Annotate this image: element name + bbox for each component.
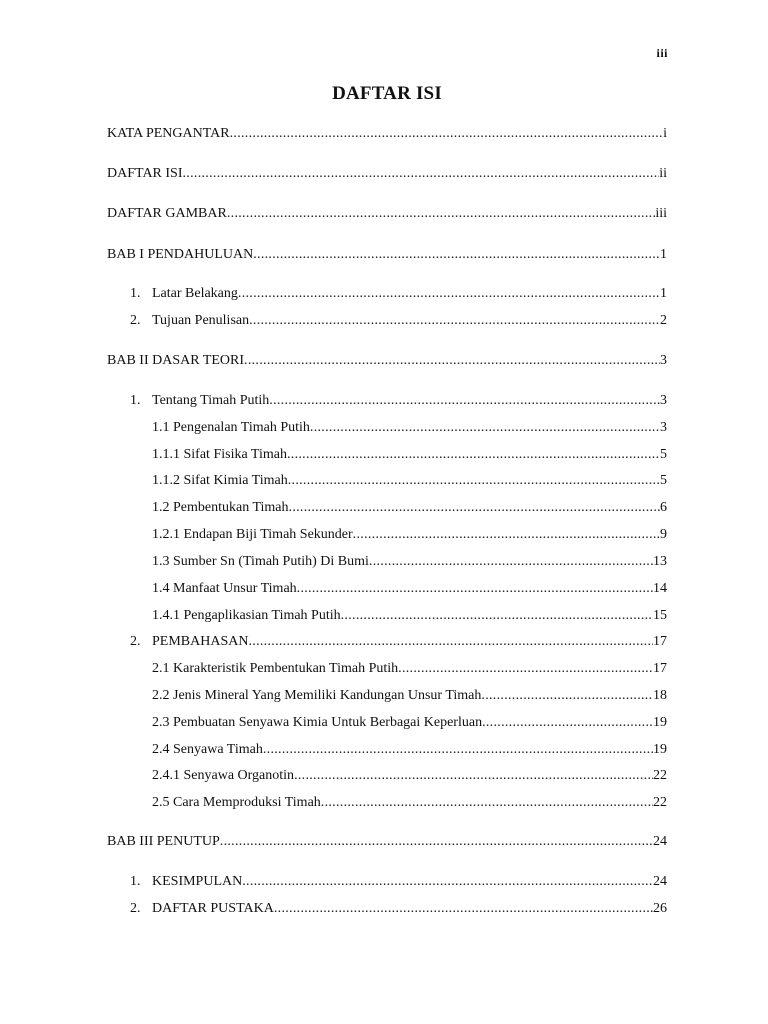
toc-entry-label: KATA PENGANTAR <box>107 126 230 141</box>
toc-dot-leader <box>294 766 653 786</box>
toc-entry-label: 1.1 Pengenalan Timah Putih <box>152 420 310 435</box>
toc-entry-1-1[interactable] <box>152 418 667 438</box>
toc-entry-kesimpulan[interactable] <box>130 872 667 892</box>
toc-entry-2-5[interactable] <box>152 793 667 813</box>
toc-entry-1-1-2[interactable] <box>152 471 667 491</box>
toc-entry-page: 3 <box>660 353 667 368</box>
toc-dot-leader <box>398 659 653 679</box>
toc-dot-leader <box>369 552 653 572</box>
toc-entry-bab-2[interactable] <box>107 351 667 371</box>
toc-entry-page: 15 <box>653 608 667 623</box>
toc-entry-label: 2.3 Pembuatan Senyawa Kimia Untuk Berbagai Keperluan <box>152 715 483 730</box>
toc-entry-label: 2.2 Jenis Mineral Yang Memiliki Kandungan Unsur Timah <box>152 688 482 703</box>
toc-entry-page: 17 <box>653 634 667 649</box>
toc-dot-leader <box>253 245 660 265</box>
toc-entry-1-2[interactable] <box>152 498 667 518</box>
toc-entry-page: 1 <box>660 247 667 262</box>
toc-entry-number: 2. <box>130 634 141 649</box>
toc-entry-page: 5 <box>660 447 667 462</box>
toc-entry-page: i <box>663 126 667 141</box>
toc-entry-page: 22 <box>653 768 667 783</box>
toc-entry-page: 24 <box>653 874 667 889</box>
toc-entry-page: 22 <box>653 795 667 810</box>
toc-dot-leader <box>183 164 660 184</box>
toc-entry-page: 24 <box>653 834 667 849</box>
toc-entry-number: 2. <box>130 313 141 328</box>
toc-dot-leader <box>230 124 664 144</box>
toc-entry-page: 5 <box>660 473 667 488</box>
toc-entry-1-1-1[interactable] <box>152 445 667 465</box>
toc-entry-daftar-gambar[interactable] <box>107 204 667 224</box>
toc-entry-label: DAFTAR PUSTAKA <box>152 901 274 916</box>
toc-entry-page: ii <box>659 166 667 181</box>
toc-entry-label: Latar Belakang <box>152 286 238 301</box>
toc-dot-leader <box>297 579 653 599</box>
toc-dot-leader <box>248 632 653 652</box>
toc-dot-leader <box>288 471 660 491</box>
toc-entry-label: DAFTAR ISI <box>107 166 183 181</box>
toc-entry-1-2-1[interactable] <box>152 525 667 545</box>
toc-entry-kata-pengantar[interactable] <box>107 124 667 144</box>
toc-entry-label: BAB III PENUTUP <box>107 834 220 849</box>
toc-entry-number: 2. <box>130 901 141 916</box>
toc-entry-label: PEMBAHASAN <box>152 634 249 649</box>
toc-entry-bab-3[interactable] <box>107 832 667 852</box>
toc-entry-label: 1.3 Sumber Sn (Timah Putih) Di Bumi <box>152 554 369 569</box>
toc-entry-2-4-1[interactable] <box>152 766 667 786</box>
toc-entry-label: 2.1 Karakteristik Pembentukan Timah Putih <box>152 661 399 676</box>
toc-entry-label: 2.4 Senyawa Timah <box>152 742 263 757</box>
toc-entry-page: iii <box>655 206 667 221</box>
toc-entry-label: 1.4 Manfaat Unsur Timah <box>152 581 297 596</box>
toc-entry-label: 1.1.1 Sifat Fisika Timah <box>152 447 287 462</box>
toc-entry-label: KESIMPULAN <box>152 874 243 889</box>
toc-dot-leader <box>269 391 660 411</box>
toc-entry-label: 2.4.1 Senyawa Organotin <box>152 768 295 783</box>
toc-dot-leader <box>249 311 660 331</box>
toc-dot-leader <box>310 418 660 438</box>
toc-entry-tentang-timah-putih[interactable] <box>130 391 667 411</box>
toc-entry-label: 1.1.2 Sifat Kimia Timah <box>152 473 288 488</box>
toc-dot-leader <box>244 351 660 371</box>
toc-entry-label: 1.4.1 Pengaplikasian Timah Putih <box>152 608 341 623</box>
toc-entry-label: 1.2 Pembentukan Timah <box>152 500 289 515</box>
toc-dot-leader <box>482 713 653 733</box>
toc-entry-2-3[interactable] <box>152 713 667 733</box>
toc-entry-page: 9 <box>660 527 667 542</box>
toc-entry-number: 1. <box>130 874 141 889</box>
toc-entry-page: 3 <box>660 420 667 435</box>
toc-dot-leader <box>220 832 653 852</box>
toc-entry-page: 18 <box>653 688 667 703</box>
toc-dot-leader <box>321 793 653 813</box>
toc-dot-leader <box>481 686 653 706</box>
toc-dot-leader <box>238 284 660 304</box>
toc-entry-page: 3 <box>660 393 667 408</box>
toc-entry-1-4-1[interactable] <box>152 606 667 626</box>
toc-entry-2-2[interactable] <box>152 686 667 706</box>
toc-dot-leader <box>289 498 660 518</box>
toc-dot-leader <box>341 606 653 626</box>
toc-entry-tujuan-penulisan[interactable] <box>130 311 667 331</box>
toc-entry-pembahasan[interactable] <box>130 632 667 652</box>
toc-entry-label: BAB II DASAR TEORI <box>107 353 245 368</box>
toc-entry-page: 19 <box>653 742 667 757</box>
toc-entry-number: 1. <box>130 286 141 301</box>
toc-entry-label: Tujuan Penulisan <box>152 313 250 328</box>
toc-entry-page: 14 <box>653 581 667 596</box>
toc-entry-label: DAFTAR GAMBAR <box>107 206 227 221</box>
toc-entry-daftar-pustaka[interactable] <box>130 899 667 919</box>
toc-entry-page: 6 <box>660 500 667 515</box>
toc-entry-latar-belakang[interactable] <box>130 284 667 304</box>
toc-entry-2-1[interactable] <box>152 659 667 679</box>
toc-entry-label: Tentang Timah Putih <box>152 393 270 408</box>
toc-entry-label: BAB I PENDAHULUAN <box>107 247 254 262</box>
toc-entry-page: 1 <box>660 286 667 301</box>
toc-entry-2-4[interactable] <box>152 740 667 760</box>
toc-entry-number: 1. <box>130 393 141 408</box>
toc-entry-page: 13 <box>653 554 667 569</box>
toc-entry-label: 1.2.1 Endapan Biji Timah Sekunder <box>152 527 353 542</box>
toc-entry-page: 26 <box>653 901 667 916</box>
page-number: iii <box>656 46 668 60</box>
toc-entry-page: 19 <box>653 715 667 730</box>
toc-dot-leader <box>242 872 653 892</box>
toc-entry-1-3[interactable] <box>152 552 667 572</box>
toc-entry-1-4[interactable] <box>152 579 667 599</box>
toc-dot-leader <box>274 899 653 919</box>
toc-dot-leader <box>353 525 660 545</box>
toc-entry-bab-1[interactable] <box>107 245 667 265</box>
toc-dot-leader <box>287 445 660 465</box>
toc-entry-label: 2.5 Cara Memproduksi Timah <box>152 795 321 810</box>
toc-entry-page: 17 <box>653 661 667 676</box>
page-title: DAFTAR ISI <box>332 83 442 104</box>
toc-dot-leader <box>227 204 655 224</box>
toc-entry-page: 2 <box>660 313 667 328</box>
toc-dot-leader <box>263 740 653 760</box>
toc-entry-daftar-isi[interactable] <box>107 164 667 184</box>
